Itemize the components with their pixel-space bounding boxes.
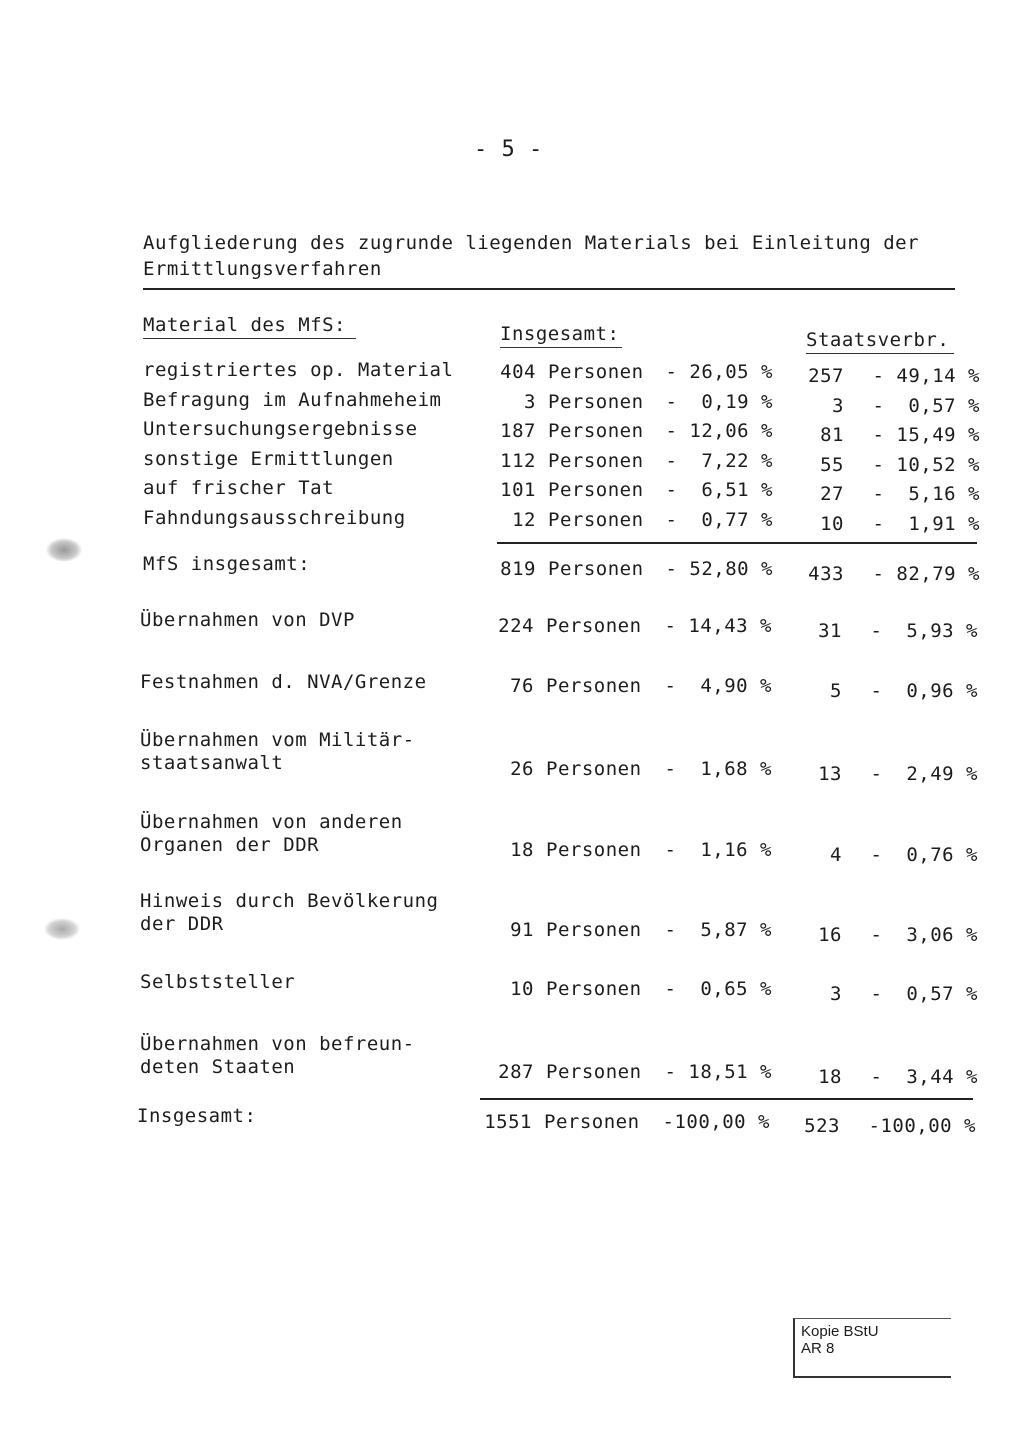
row-percent: - 7,22 % xyxy=(665,449,773,472)
row-count: 112 xyxy=(500,449,536,472)
row-count: 18 xyxy=(510,839,534,861)
row-state-count: 18 xyxy=(818,1066,842,1088)
row-percent: - 1,68 % xyxy=(664,758,772,780)
row-unit: Personen xyxy=(546,615,642,637)
row-unit: Personen xyxy=(548,479,644,502)
row-state-count: 27 xyxy=(820,483,844,506)
row-percent: - 18,51 % xyxy=(664,1061,772,1083)
row-unit: Personen xyxy=(546,758,642,780)
row-unit: Personen xyxy=(546,919,642,941)
row-state-percent: - 0,96 % xyxy=(870,680,978,702)
grand-total-state-count: 523 xyxy=(804,1115,840,1137)
title-rule xyxy=(143,288,955,290)
archive-stamp xyxy=(793,1318,951,1378)
row-percent: - 5,87 % xyxy=(664,919,772,941)
row-label: sonstige Ermittlungen xyxy=(143,447,394,470)
row-unit: Personen xyxy=(548,361,644,383)
row-unit: Personen xyxy=(546,675,642,697)
row-percent: - 1,16 % xyxy=(664,839,772,861)
row-percent: - 0,19 % xyxy=(665,390,773,413)
row-percent: - 0,65 % xyxy=(664,978,772,1000)
row-count: 187 xyxy=(500,420,536,443)
row-label: Selbststeller xyxy=(140,971,296,993)
row-unit: Personen xyxy=(546,839,642,861)
mfs-total-state-count: 433 xyxy=(808,563,844,585)
row-count: 101 xyxy=(500,479,536,502)
mfs-total-unit: Personen xyxy=(548,558,644,580)
row-label: Übernahmen von DVP xyxy=(140,609,355,631)
mfs-subtotal-rule xyxy=(497,542,977,544)
row-state-percent: - 3,06 % xyxy=(870,924,978,946)
mfs-total-count: 819 xyxy=(500,558,536,580)
mfs-total-label: MfS insgesamt: xyxy=(143,553,311,575)
row-count: 76 xyxy=(510,675,534,697)
row-state-count: 81 xyxy=(820,424,844,447)
grand-total-rule xyxy=(480,1098,973,1100)
row-percent: - 26,05 % xyxy=(665,361,773,383)
row-unit: Personen xyxy=(548,420,644,443)
row-state-count: 257 xyxy=(808,365,844,387)
row-percent: - 14,43 % xyxy=(664,615,772,637)
row-state-count: 3 xyxy=(830,983,842,1005)
row-state-percent: - 3,44 % xyxy=(870,1066,978,1088)
grand-total-count: 1551 xyxy=(484,1111,532,1133)
row-unit: Personen xyxy=(546,978,642,1000)
row-state-count: 3 xyxy=(832,394,844,417)
punch-hole-mark-upper xyxy=(46,538,82,562)
state-heading-underline xyxy=(806,353,954,354)
row-unit: Personen xyxy=(546,1061,642,1083)
state-column-heading: Staatsverbr. xyxy=(806,329,950,351)
section-heading-underline xyxy=(143,338,356,339)
row-state-percent: - 5,93 % xyxy=(870,620,978,642)
total-column-heading: Insgesamt: xyxy=(500,323,620,345)
total-heading-underline xyxy=(500,347,622,348)
row-label: auf frischer Tat xyxy=(143,477,335,500)
row-state-count: 5 xyxy=(830,680,842,702)
row-state-percent: - 0,57 % xyxy=(870,983,978,1005)
row-unit: Personen xyxy=(548,509,644,531)
archive-stamp-line1: Kopie BStU xyxy=(801,1323,879,1340)
row-label: Untersuchungsergebnisse xyxy=(143,418,418,441)
grand-total-unit: Personen xyxy=(544,1111,640,1133)
row-state-percent: - 0,76 % xyxy=(870,844,978,866)
document-title-line2: Ermittlungsverfahren xyxy=(143,258,382,280)
row-label: Übernahmen von anderen xyxy=(140,811,403,833)
row-count: 10 xyxy=(510,978,534,1000)
row-count: 3 xyxy=(524,390,536,413)
row-percent: - 6,51 % xyxy=(665,479,773,502)
row-state-count: 13 xyxy=(818,763,842,785)
row-count: 224 xyxy=(498,615,534,637)
row-label-continued: der DDR xyxy=(140,913,224,935)
row-state-percent: - 15,49 % xyxy=(872,424,980,447)
row-percent: - 12,06 % xyxy=(665,420,773,443)
grand-total-percent: -100,00 % xyxy=(662,1111,770,1133)
row-count: 26 xyxy=(510,758,534,780)
row-state-percent: - 49,14 % xyxy=(872,365,980,387)
mfs-total-percent: - 52,80 % xyxy=(665,558,773,580)
row-state-count: 4 xyxy=(830,844,842,866)
grand-total-state-percent: -100,00 % xyxy=(868,1115,976,1137)
row-label: Übernahmen von befreun- xyxy=(140,1033,415,1055)
row-label: registriertes op. Material xyxy=(143,359,454,381)
row-unit: Personen xyxy=(548,449,644,472)
row-label: Hinweis durch Bevölkerung xyxy=(140,890,439,912)
row-state-count: 31 xyxy=(818,620,842,642)
row-label-continued: deten Staaten xyxy=(140,1056,296,1078)
row-unit: Personen xyxy=(548,390,644,413)
row-percent: - 0,77 % xyxy=(665,509,773,531)
section-heading: Material des MfS: xyxy=(143,314,346,336)
row-state-percent: - 5,16 % xyxy=(872,483,980,506)
row-state-count: 10 xyxy=(820,513,844,535)
document-title-line1: Aufgliederung des zugrunde liegenden Materials bei Einleitung der xyxy=(143,232,920,254)
page-number: - 5 - xyxy=(474,137,543,162)
row-label: Festnahmen d. NVA/Grenze xyxy=(140,671,427,693)
row-count: 287 xyxy=(498,1061,534,1083)
row-count: 12 xyxy=(512,509,536,531)
row-state-count: 16 xyxy=(818,924,842,946)
row-label-continued: staatsanwalt xyxy=(140,752,284,774)
archive-stamp-line2: AR 8 xyxy=(801,1340,835,1357)
row-percent: - 4,90 % xyxy=(664,675,772,697)
row-count: 91 xyxy=(510,919,534,941)
row-state-percent: - 10,52 % xyxy=(872,453,980,476)
row-state-percent: - 0,57 % xyxy=(872,394,980,417)
mfs-total-state-percent: - 82,79 % xyxy=(872,563,980,585)
row-state-percent: - 2,49 % xyxy=(870,763,978,785)
row-label-continued: Organen der DDR xyxy=(140,834,320,856)
grand-total-label: Insgesamt: xyxy=(137,1105,257,1127)
row-label: Befragung im Aufnahmeheim xyxy=(143,388,442,411)
row-state-percent: - 1,91 % xyxy=(872,513,980,535)
row-label: Fahndungsausschreibung xyxy=(143,507,406,529)
row-state-count: 55 xyxy=(820,453,844,476)
punch-hole-mark-lower xyxy=(44,918,80,940)
row-count: 404 xyxy=(500,361,536,383)
row-label: Übernahmen vom Militär- xyxy=(140,729,415,751)
